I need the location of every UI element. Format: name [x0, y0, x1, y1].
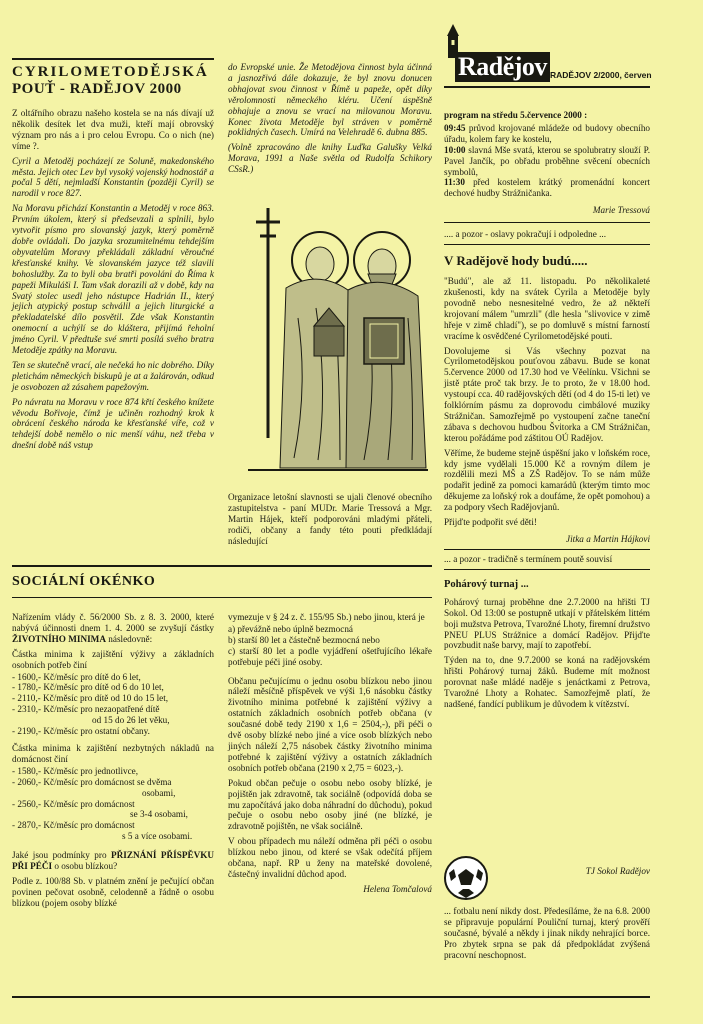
turnaj-para: Pohárový turnaj proběhne dne 2.7.2000 na hřišti TJ Sokol. Od 13:00 se postupně utkají v přátelském littém boji mužstva Petrova, Tvarožné Lhoty, firemní družstvo PNEU PLUS Strážnice a domácí Radějov. Přijďte povzbudit naše barvy, mají to zapotřebí.: [444, 596, 650, 651]
turnaj-para: Týden na to, dne 9.7.2000 se koná na radějovském hřišti Pohárový turnaj žáků. Budeme mít možnost porovnat naše mládé naděje s jenáctkami z Petrova, Tvarožné Lhoty a Rohatec. Samozřejmě platí, že nadšené, fandící publikum je důvodem k vítězství.: [444, 655, 650, 709]
social-intro-end: následovně:: [108, 633, 153, 644]
social-section2: Částka minima k zajištění nezbytných nákladů na domácnost činí: [12, 742, 214, 764]
article-para: Cyril a Metoděj pocházejí ze Soluně, makedonského města. Jejich otec Lev byl vysoký vojenský hodnostář a počal 5 dětí, nejmladší Konstantin (později Cyril) se narodil v roce 827.: [12, 155, 214, 199]
turnaj-footer-box: [444, 906, 650, 965]
program-section: [444, 110, 650, 714]
social-question-bold: PŘIZNÁNÍ PŘÍSPĚVKU PŘI PÉČI: [12, 850, 214, 872]
rule: [444, 569, 650, 570]
program-text: průvod krojované mládeže od budovy obecního úřadu, kolem fary ke kostelu,: [444, 122, 651, 144]
program-text: slavná Mše svatá, kterou se spolubratry slouží P. Pavel Jančík, po obřadu proběhne svěcení obecních symbolů,: [444, 144, 651, 177]
program-title: program na středu 5.července 2000 :: [444, 110, 588, 120]
list-item: - 1780,- Kč/měsíc pro dítě od 6 do 10 let,: [12, 682, 164, 693]
hody-signature: Jitka a Martin Hájkovi: [566, 534, 650, 544]
article-intro: Z oltářního obrazu našeho kostela se na nás dívají už několik desítek let dva muži, kteří mají obrovský význam pro nás a i pro celou Evropu. Co o nich (ne) víme ?.: [12, 108, 214, 151]
social-intro-text: Nařízením vlády č. 56/2000 Sb. z 8. 3. 2000, které nabývá účinnosti dnem 1. 4. 2000 se zvyšují částky: [12, 612, 214, 633]
issue-label: RADĚJOV 2/2000, červen: [550, 70, 652, 80]
list-item: - 2560,- Kč/měsíc pro domácnost: [12, 798, 135, 809]
hody-para: "Budú", ale až 11. listopadu. Po několikaleté zkušenosti, kdy na svátek Cyrila a Metoděje byly povodně nebo nesnesitelné vedro, že až někteří krojovaní málem "umrzli" (dle hesla "slivovice v zimě hřeje v zimě chladí"), se po domluvě s místní farností vracíme k osvědčené Cyrilometodějské pouti.: [444, 276, 650, 341]
social-signature: Helena Tomčalová: [363, 883, 432, 894]
social-title: SOCIÁLNÍ OKÉNKO: [12, 574, 156, 589]
image-caption: [228, 492, 432, 551]
rule: [12, 58, 214, 60]
article-continuation: [228, 62, 432, 179]
rule: [444, 222, 650, 223]
list-item: se 3-4 osobami,: [130, 809, 188, 820]
program-item: [444, 177, 650, 199]
program-item: [444, 145, 650, 178]
article-title-line1: CYRILOMETODĚJSKÁ: [12, 64, 209, 80]
list-item: c) starší 80 let a podle vyjádření ošetřujícího lékaře potřebuje péči jiné osoby.: [228, 645, 432, 667]
social-para: V obou případech mu náleží odměna při péči o osobu blízkou nebo jinou, od které se však odečítá příjem občana, např. RP u ženy na mateřské dovolené, částečný invalidní důchod apod.: [228, 836, 432, 879]
program-continues: .... a pozor - oslavy pokračují i odpoledne ...: [444, 229, 607, 240]
program-text: před kostelem krátký promenádní koncert dechové hudby Strážničanka.: [444, 177, 651, 199]
turnaj-signature-box: [494, 866, 650, 881]
social-question-end: o osobu blízkou?: [54, 861, 118, 872]
social-question-text: Jaké jsou podmínky pro: [12, 850, 107, 861]
masthead-title: Radějov: [455, 52, 550, 82]
soccer-ball-icon: [443, 855, 489, 901]
turnaj-title: Pohárový turnaj ...: [444, 578, 529, 590]
program-time: 11:30: [444, 177, 465, 188]
rule: [444, 244, 650, 245]
program-time: 09:45: [444, 122, 466, 133]
list-item: s 5 a více osobami.: [122, 831, 193, 842]
article-para: Ten se skutečně vrací, ale nečeká ho nic dobrého. Díky pletichám německých biskupů je at a žalárován, odkud je osvobozen až zásahem papežovým.: [12, 359, 214, 392]
list-item: osobami,: [142, 787, 176, 798]
caption-text: Organizace letošní slavnosti se ujali členové obecního zastupitelstva - paní MUDr. Marie Tressová a Mgr. Martin Hájek, kteří podporováni mladými přáteli, rodiči, občany a fandy této pouti předkládají následující: [228, 492, 432, 546]
article-title-line2: POUŤ - RADĚJOV 2000: [12, 81, 182, 97]
list-item: a) převážně nebo úplně bezmocná: [228, 623, 353, 634]
program-signature: Marie Tressová: [592, 205, 650, 216]
social-para: Občanu pečujícímu o jednu osobu blízkou nebo jinou náleží měsíčně příspěvek ve výši 1,6 násobku částky životního minima potřebné k zajištění výživy a ostatních základních osobních potřeb občana (v současné době tedy 2190 x 1,6 = 2504,-), při péči o dvě osoby blízké nebo jiné a více osob blízkých nebo jiných náleží 2,75 násobek částky životního minima potřebné k zajištění výživy a ostatních základních osobních potřeb občana (2190 x 2,75 = 6023,-).: [228, 675, 432, 773]
list-item: b) starší 80 let a částečně bezmocná nebo: [228, 634, 380, 645]
social-col-1: [12, 612, 214, 913]
hody-title: V Radějově hody budú.....: [444, 253, 588, 269]
program-time: 10:00: [444, 144, 466, 155]
rule: [444, 549, 650, 550]
program-item: [444, 123, 650, 145]
list-item: od 15 do 26 let věku,: [92, 715, 170, 726]
social-para: Podle z. 100/88 Sb. v platném znění je pečující občan povinen pečovat osobně, celodenně a řádně o osobu blízkou (pojem osoby blízké: [12, 875, 214, 908]
list-item: - 1580,- Kč/měsíc pro jednotlivce,: [12, 765, 139, 776]
article-para: Po návratu na Moravu v roce 874 křtí českého knížete věvodu Bořivoje, čímž je učiněn rozhodný krok k obrácení českého národa ke křesťanské víře, což v tehdejší době nemělo o nic menší váhu, než třeba v dnešní době náš vstup: [12, 396, 214, 451]
article-para: do Evropské unie. Že Metodějova činnost byla účinná a jasnozřivá dále dokazuje, že byl znovu donucen obhajovat svou činnost v Římě u papeže, opět díky věrolomnosti německého kléru. Učení úspěšně obhajuje a znovu se vrací na milovanou Moravu. Konec života Metoděje byl stráven v poměrně poklidných časech. Umírá na Velehradě 6. dubna 885.: [228, 62, 432, 138]
list-item: - 2060,- Kč/měsíc pro domácnost se dvěma: [12, 776, 172, 787]
rule: [444, 86, 650, 88]
list-item: - 2310,- Kč/měsíc pro nezaopatřené dítě: [12, 704, 160, 715]
list-item: - 1600,- Kč/měsíc pro dítě do 6 let,: [12, 671, 141, 682]
social-para: vymezuje v § 24 z. č. 155/95 Sb.) nebo jinou, která je: [228, 612, 425, 622]
article-para: Na Moravu přichází Konstantin a Metoděj v roce 863. Prvním úkolem, který si předsevzali a splnili, bylo vytvořit písmo pro slovanský jazyk, který poměrně dobře ovládali. Do jazyka srozumitelnému tehdejším obyvatelům Moravy překládali základní věroučné křesťanské knihy. Ve slovanském jazyce též slavili bohoslužby. Za to byli oba bratři povoláni do Říma k papeži Mikuláši I. Tam však dorazili až v době, kdy na Svatý stolec usedl jeho nástupce Hadrián II., který jejich atypický postup schválil a jejich liturgické a překladatelské dílo posvětil. Zde však Konstantin onemocní a uchýlí se do kláštera, přijímá řeholní jméno Cyril. V předtuše své smrti posílá svého bratra Metoděje zpátky na Moravu.: [12, 203, 214, 356]
list-item: - 2190,- Kč/měsíc pro ostatní občany.: [12, 726, 150, 737]
social-question: [12, 850, 214, 872]
list-item: - 2110,- Kč/měsíc pro dítě od 10 do 15 let,: [12, 693, 169, 704]
social-intro: [12, 612, 214, 645]
article-cyrilometodejska: [12, 64, 214, 455]
list-item: - 2870,- Kč/měsíc pro domácnost: [12, 820, 135, 831]
hody-continues: ... a pozor - tradičně s termínem poutě souvisí: [444, 553, 613, 564]
hody-para: Dovolujeme si Vás všechny pozvat na Cyrilometodějskou pouťovou zábavu. Bude se konat 5.července 2000 od 17.30 hod ve Věelínku. Všichni se jistě ptáte proč tak brzy. Je to proto, že v 18.00 hod. vystoupí cca. 40 radějovských dětí (od 4 do 15-ti let) ve folklórním pásmu za doprovodu cimbálové muziky Strážničan. Samozřejmě po vystoupení začne taneční zábava s dechovou hudbou Švitorka a CM Strážničan, kterou pořádáme pod záštitou OÚ Radějov.: [444, 345, 650, 443]
hody-para: Věříme, že budeme stejně úspěšní jako v loňském roce, kdy jsme vydělali 15.000 Kč a rovným dílem je rozdělili mezi MŠ a ZŠ Radějov. To se nám může podařit jedině za pomoci kamarádů (kterým timto moc děkujeme za loňský rok a doufáme, že opět pomohou) a za podpory všech Radějovjanů.: [444, 447, 650, 513]
article-source: (Volně zpracováno dle knihy Luďka Galušky Velká Morava, 1991 a Naše světla od Rudolfa Schikory CSsR.): [228, 142, 432, 175]
saints-illustration: [228, 198, 432, 480]
turnaj-footer: ... fotbalu není nikdy dost. Předesíláme, že na 6.8. 2000 se připravuje populární Pouliční turnaj, který prověří současné, bývalé a někdy i jinak nikdy nehrající borce. Pro zbytek srpna se pak dá předpokládat zvýšená pracovní neschopnost.: [444, 906, 650, 960]
turnaj-signature: TJ Sokol Radějov: [585, 866, 650, 876]
hody-para: Přijďte podpořit své děti!: [444, 517, 537, 528]
rule: [12, 996, 650, 998]
social-intro-bold: ŽIVOTNÍHO MINIMA: [12, 633, 106, 644]
rule: [12, 597, 432, 598]
rule: [12, 565, 432, 567]
social-col-2: [228, 612, 432, 899]
social-section1: Částka minima k zajištění výživy a základních osobních potřeb činí: [12, 648, 214, 670]
social-para: Pokud občan pečuje o osobu nebo osoby blízké, je pojištěn jak zdravotně, tak sociálně (odpovídá doba se mu započítává jako doba náhradní do důchodu), pokud pečuje o osobu nebo osoby jiné (ne blízké, je zdravotně pojištěn, ne však sociálně.: [228, 777, 432, 832]
